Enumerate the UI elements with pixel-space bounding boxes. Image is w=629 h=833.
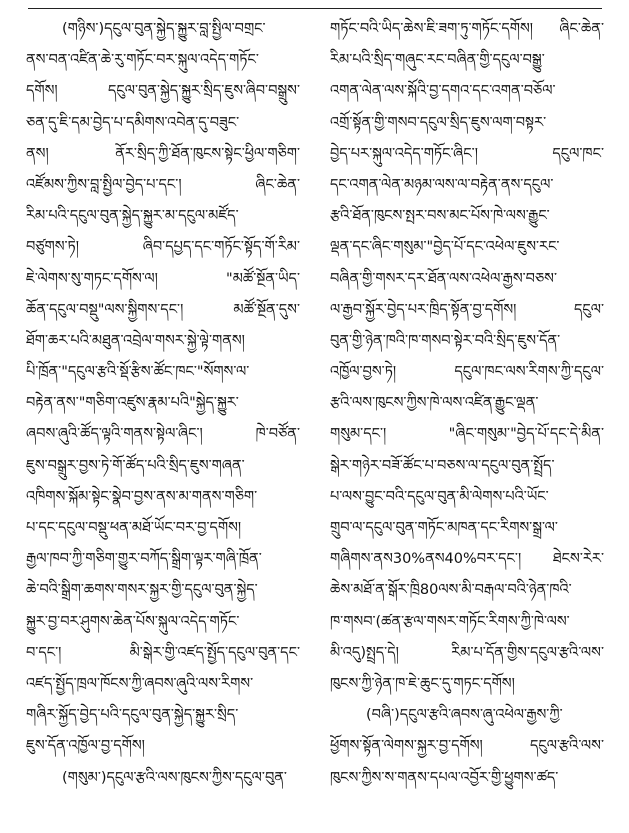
text-line: ཐོག་ཆར་པའི་མཐུན་འབྲེལ་གསར་སྐྱེ་ལྟེ་གནས། [26, 332, 245, 349]
text-line: ཇུས་དོན་འཁྱོལ་བྱ་དགོས། [26, 738, 145, 755]
text-line: མི་འདུ)སྤྲད་དེ། རིམ་པ་དོན་གྱིས་དངུལ་རྩའི་ལས་ [330, 644, 604, 661]
text-line: དགོས། དངུལ་བུན་སྐྱེད་སྐྱུར་སྲིད་ཇུས་ཞིབ་བསྒྲུས་ [26, 83, 300, 100]
left-column [26, 14, 300, 794]
paragraph-continued [330, 14, 604, 700]
text-line: པི་ཁྲོན་"དངུལ་རྩའི་སྡོ་རྩིས་ཚོང་ཁང་"སོགས་ལ་ [26, 364, 250, 381]
text-line: གཞིར་སྐྱོད་བྱེད་པའི་དངུལ་བུན་སྐྱེད་སྐྱུར་སྲིད་ [26, 707, 239, 724]
right-column [330, 14, 604, 794]
text-line: ཞབས་ཞུའི་ཚོད་ལྟའི་གནས་སྟེལ་ཞིང་། ཁེ་བཙོན་ [26, 426, 300, 443]
text-line: ལ་རྒྱབ་སྐྱོར་བྱེད་པར་ཁྲིད་སྟོན་བྱ་དགོས། དངུལ་ [330, 301, 604, 318]
text-line: དང་འགན་ལེན་མཉམ་ལས་ལ་བརྟེན་ནས་དངུལ་ [330, 176, 554, 193]
text-line: བུན་གྱི་ཉེན་ཁའི་ཁ་གསབ་སྟེར་བའི་སྲིད་ཇུས་དོན་ [330, 332, 561, 349]
text-line: འགན་ལེན་ལས་སྐོའི་བྱ་དགའ་དང་འགན་བཅོལ་ [330, 83, 556, 100]
text-line: རྩའི་ལས་ཁུངས་ཀྱིས་ཁེ་ལས་འཛིན་རྒྱུང་ལྡན་ [330, 395, 539, 412]
text-line: ཇུས་བསྒྲུར་བྱས་ཏེ་གོ་ཚོད་པའི་སྲིད་ཇུས་གཞན་ [26, 457, 245, 474]
text-line: པ་ལས་བྱུང་བའི་དངུལ་བུན་མི་ལེགས་པའི་ཡོང་ [330, 488, 549, 505]
text-line: འགྲོ་སྟོན་གྱི་གསབ་དངུལ་སྲིད་ཇུས་ལག་བསྟར་ [330, 114, 547, 131]
text-line: ཁུངས་ཀྱིས་ས་གནས་དཔལ་འབྱོར་གྱི་ཕྱུགས་ཚད་ [330, 769, 559, 786]
text-line: ཅན་དུ་ཇི་དམ་བྱེད་པ་དམིགས་འབེན་དུ་བཟུང་ [26, 114, 240, 131]
text-line: ཆོན་དངུལ་བསྡུ"ལས་སྐྱིགས་དང་། མཚོ་སྔོན་དུས་ [26, 301, 300, 318]
text-line: ཁ་གསབ་(ཚན་རྩལ་གསར་གཏོང་རིགས་ཀྱི་ཁེ་ལས་ [330, 613, 570, 630]
text-line: བཙུགས་ཏེ། ཞིབ་དཔྱད་དང་གཏོང་སྟོད་གོ་རིམ་ [26, 239, 300, 256]
text-line: འཛོམས་ཀྱིས་བླ་སྤྱིལ་བྱེད་པ་དང་། ཞིང་ཆེན་ [26, 176, 300, 193]
text-line: ཆེས་མཐོ་ན་སྒོར་ཁྲི80ལས་མི་བརྒལ་བའི་ཉེན་ཁའི་ [330, 582, 572, 599]
text-line: ཁུངས་ཀྱི་ཉེན་ཁ་ཇེ་ཆུང་དུ་གཏང་དགོས། [330, 675, 515, 692]
text-line: ཇེ་ལེགས་སུ་གཏང་དགོས་ལ། "མཚོ་སྔོན་ཡིད་ [26, 270, 300, 287]
text-line: འཁྱོལ་བྱས་ཏེ། དངུལ་ཁང་ལས་རིགས་ཀྱི་དངུལ་ [330, 364, 604, 381]
text-line: གཏོང་བའི་ཡིད་ཆེས་ཇི་ཟག་ཏུ་གཏོང་དགོས། ཞིང་ཆེན་ [330, 21, 604, 37]
text-line: བྱེད་པར་སྐུལ་འདེད་གཏོང་ཞིང་། དངུལ་ཁང་ [330, 145, 604, 162]
text-line: རྩའི་ཐོན་ཁུངས་སྤར་བས་མང་པོས་ཁེ་ལས་རྒྱུང་ [330, 208, 550, 225]
text-line: རིམ་པའི་དངུལ་བུན་སྐྱེད་སྐྱུར་མ་དངུལ་མཛོད་ [26, 208, 239, 225]
text-line: ཆེ་བའི་སྒྲིག་ཆགས་གསར་སྐྱར་གྱི་དངུལ་བུན་སྐྱེད་ [26, 582, 258, 599]
text-line: བརྟེན་ནས་"གཅིག་འཛུས་རྣམ་པའི"སྐྱེད་སྐྱུར་ [26, 395, 239, 412]
text-line: ལྡན་དང་ཞིང་གསུམ་"བྱེད་པོ་དང་འཕེལ་ཇུས་རང་ [330, 239, 560, 256]
text-line: (བཞི་)དངུལ་རྩའི་ཞབས་ཞུ་འཕེལ་རྒྱས་ཀྱི་ [366, 707, 563, 724]
text-line: རིམ་པའི་སྲིད་གཞུང་རང་བཞིན་གྱི་དངུལ་བསྒྱུ་ [330, 52, 545, 69]
text-line: འཁིགས་སྐོམ་སྟེང་སྣེབ་བྱས་ནས་མ་གནས་གཅིག་ [26, 488, 258, 505]
text-line: གསུམ་དང་། "ཞིང་གསུམ་"བྱེད་པོ་དང་དེ་མིན་ [330, 426, 604, 443]
text-line: (གསུམ་)དངུལ་རྩའི་ལས་ཁུངས་ཀྱིས་དངུལ་བུན་ [62, 769, 287, 786]
text-line: བཞིན་གྱི་གསར་དར་ཐོན་ལས་འཕེལ་རྒྱས་བཅས་ [330, 270, 558, 287]
text-line: བ་དང་། མི་སྒེར་གྱི་འཛད་སྤྱོད་དངུལ་བུན་དང་ [26, 644, 300, 661]
top-rule [28, 8, 602, 9]
text-line: རྒྱལ་ཁབ་ཀྱི་གཅིག་གྱུར་བཀོད་སྒྲིག་ལྟར་གཞི་ཁྲོན་ [26, 551, 262, 568]
paragraph-item-three [26, 763, 300, 794]
text-line: གཞིགས་ནས30%ནས40%བར་དང་། ཐེངས་རེར་ [330, 551, 604, 568]
text-line: ཕྱོགས་སྟོན་ལེགས་སྐྱར་བྱ་དགོས། དངུལ་རྩའི་ལས་ [330, 738, 604, 755]
text-line: གྲུབ་ལ་དངུལ་བུན་གཏོང་མཁན་དང་རིགས་སྒྲ་ལ་ [330, 520, 558, 536]
text-line: (གཉིས་)དངུལ་བུན་སྐྱེད་སྐྱུར་བླ་སྤྱིལ་བགྲང་ [62, 21, 266, 37]
text-line: ནས། ནོར་སྲིད་ཀྱི་ཐོན་ཁུངས་སྟེང་ཕྱིལ་གཅིག་ [26, 145, 300, 162]
paragraph-item-two [26, 14, 300, 763]
text-line: འཛད་སྤྱོད་ཁྲལ་ཁོངས་ཀྱི་ཞབས་ཞུའི་ལས་རིགས་ [26, 675, 254, 692]
text-line: པ་དང་དངུལ་བསྡུ་ཕན་མཐོ་ཡོང་བར་བྱ་དགོས། [26, 520, 242, 536]
paragraph-item-four [330, 700, 604, 794]
text-line: སྒེར་གཉེར་བཟོ་ཚོང་པ་བཅས་ལ་དངུལ་བུན་སྤྲོད་ [330, 457, 555, 474]
text-line: སྐྱུར་བྱ་བར་ཤུགས་ཆེན་པོས་སྐུལ་འདེད་གཏོང་ [26, 613, 240, 630]
text-line: ནས་བན་འཛིན་ཆེ་རུ་གཏོང་བར་སྐུལ་འདེད་གཏོང་ [26, 52, 259, 69]
